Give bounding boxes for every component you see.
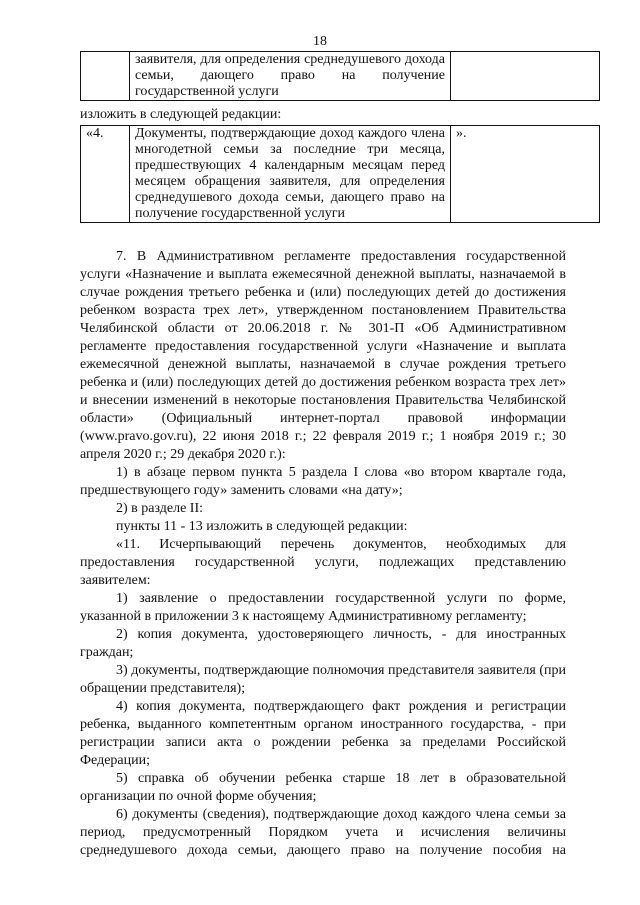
- continued-table: [80, 51, 600, 101]
- table-cell-extra: [451, 52, 600, 101]
- table-cell-text: Документы, подтверждающие доход каждого члена многодетной семьи за последние три месяца, предшествующих 4 календарным месяцам перед месяцем обращения заявителя, для определения среднедушевого дохода семьи, дающего право на получение государственной услуги: [130, 126, 451, 223]
- table-cell-text: заявителя, для определения среднедушевого дохода семьи, дающего право на получение государственной услуги: [130, 52, 451, 101]
- new-edition-table: [80, 125, 600, 223]
- paragraph-points-11-13: пункты 11 - 13 изложить в следующей редакции:: [116, 519, 408, 534]
- paragraph-11: «11. Исчерпывающий перечень документов, необходимых для предоставления государственной услуги, подлежащих представлению заявителем:: [80, 537, 566, 588]
- paragraph-7: 7. В Административном регламенте предоставления государственной услуги «Назначение и выплата ежемесячной денежной выплаты, назначаемой в случае рождения третьего ребенка и (или) последующих детей до достижения ребенком возраста трех лет», утвержденном постановлением Правительства Челябинской области от 20.06.2018 г. № 301-П «Об Административном регламенте предоставления государственной услуги «Назначение и выплата ежемесячной денежной выплаты, назначаемой в случае рождения третьего ребенка и (или) последующих детей до достижения ребенком возраста трех лет» и внесении изменений в некоторые постановления Правительства Челябинской области» (Официальный интернет-портал правовой информации (www.pravo.gov.ru), 22 июня 2018 г.; 22 февраля 2019 г.; 1 ноября 2019 г.; 30 апреля 2020 г.; 29 декабря 2020 г.):: [80, 249, 566, 462]
- table-row: [81, 52, 600, 101]
- paragraph-list-1: 1) заявление о предоставлении государственной услуги по форме, указанной в приложении 3 к настоящему Административному регламенту;: [80, 591, 566, 624]
- paragraph-list-2: 2) копия документа, удостоверяющего личность, - для иностранных граждан;: [80, 627, 566, 660]
- table-row: [81, 126, 600, 223]
- body-text: [80, 248, 566, 860]
- table-cell-closing: ».: [451, 126, 600, 223]
- paragraph-list-6: 6) документы (сведения), подтверждающие доход каждого члена семьи за период, предусмотренный Порядком учета и исчисления величины среднедушевого дохода семьи, дающего право на получение пособия на: [80, 807, 566, 858]
- paragraph-list-3: 3) документы, подтверждающие полномочия представителя заявителя (при обращении представителя);: [80, 663, 566, 696]
- table-cell-number: «4.: [81, 126, 130, 223]
- paragraph-item-1: 1) в абзаце первом пункта 5 раздела I слова «во втором квартале года, предшествующего году» заменить словами «на дату»;: [80, 465, 566, 498]
- replace-label: изложить в следующей редакции:: [80, 107, 282, 122]
- paragraph-section-2: 2) в разделе II:: [116, 501, 204, 516]
- paragraph-list-4: 4) копия документа, подтверждающего факт рождения и регистрации ребенка, выданного компетентным органом иностранного государства, - при регистрации записи акта о рождении ребенка за пределами Российской Федерации;: [80, 699, 566, 768]
- paragraph-list-5: 5) справка об обучении ребенка старше 18 лет в образовательной организации по очной форме обучения;: [80, 771, 566, 804]
- table-cell-number: [81, 52, 130, 101]
- page-number: 18: [313, 34, 327, 49]
